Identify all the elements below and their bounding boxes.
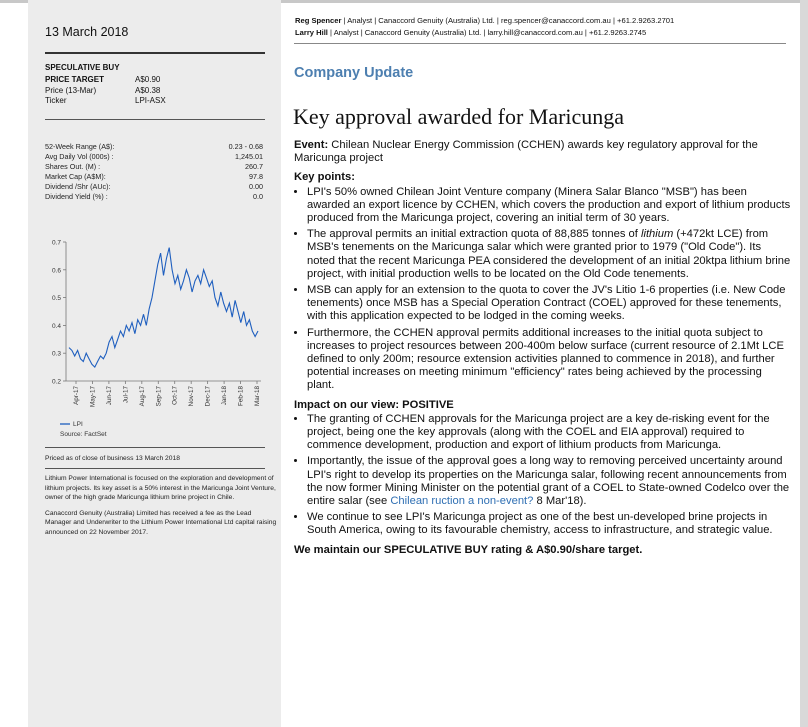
stat-label: Shares Out. (M) : [45, 162, 101, 171]
event-label: Event: [294, 139, 329, 151]
legend-label: LPI [73, 421, 83, 428]
stat-row [45, 152, 263, 162]
y-tick-label: 0.2 [51, 378, 61, 386]
x-tick-label: Jan-18 [221, 386, 229, 406]
key-point: • The approval permits an initial extraction quota of 88,885 tonnes of lithium (+472kt LCE) from MSB's tenements on the Maricunga salar which were granted prior to 1979 ("Old Code"). Its noted that the recent Maricunga PEA considered the development of an initial 20ktpa lithium brine project, with initial production wells to be located on the Old Code tenements. [307, 228, 792, 281]
y-tick-label: 0.3 [51, 350, 61, 358]
page-edge [800, 0, 808, 727]
author-name: Reg Spencer [295, 16, 342, 25]
stat-label: Avg Daily Vol (000s) : [45, 152, 114, 161]
lpi-series-line [69, 248, 258, 368]
report-body [294, 139, 792, 557]
x-tick-label: Sep-17 [155, 386, 163, 407]
company-description-block [45, 474, 277, 544]
x-tick-label: Apr-17 [73, 386, 80, 405]
authors [295, 15, 674, 40]
headline: Key approval awarded for Maricunga [293, 104, 625, 129]
price-target-label: PRICE TARGET [45, 75, 104, 85]
x-tick-label: Jul-17 [122, 386, 130, 404]
key-points-heading: Key points: [294, 171, 355, 184]
stat-label: Market Cap (A$M): [45, 172, 106, 181]
stat-row [45, 142, 263, 152]
stat-value: 97.8 [249, 172, 263, 181]
report-link[interactable]: Chilean ruction a non-event? [390, 495, 534, 508]
key-point: • LPI's 50% owned Chilean Joint Venture company (Minera Salar Blanco "MSB") has been awarded an export licence by CCHEN, which covers the production and export of lithium products produced from the Maricunga project, covering an initial term of 30 years. [307, 186, 792, 226]
impact-heading: Impact on our view: POSITIVE [294, 398, 454, 411]
report-date: 13 March 2018 [45, 25, 129, 39]
author-details: | Analyst | Canaccord Genuity (Australia) Ltd. | reg.spencer@canaccord.com.au | +61.2.9263.2701 [341, 16, 675, 25]
stat-row [45, 162, 263, 172]
ticker-value: LPI-ASX [135, 96, 166, 106]
impact-point: • Importantly, the issue of the approval goes a long way to removing perceived uncertainty around LPI's right to develop its properties on the Maricunga salar, following recent announcements from the now former Mining Minister on the potential grant of a COEL to State-owned Codelco over the entire salar (see Chilean ruction a non-event? 8 Mar'18). [307, 455, 792, 508]
sidebar-rule [45, 52, 265, 54]
ticker-label: Ticker [45, 96, 67, 106]
price-chart [33, 234, 273, 438]
stat-label: Dividend Yield (%) : [45, 192, 108, 201]
price-chart-svg [33, 234, 273, 438]
impact-point: • We continue to see LPI's Maricunga project as one of the best un-developed brine projects in South America, owing to its favourable chemistry, access to infrastructure, and strategic value. [307, 511, 792, 537]
key-points-list [294, 186, 792, 393]
sidebar-rule [45, 468, 265, 469]
stat-value: 260.7 [245, 162, 263, 171]
stat-label: Dividend /Shr (AUc): [45, 182, 111, 191]
stat-value: 0.23 - 0.68 [228, 142, 263, 151]
y-tick-label: 0.4 [51, 322, 61, 330]
key-point: • Furthermore, the CCHEN approval permits additional increases to the initial quota subject to increases to project resources between 200-400m below surface (current resource of 2.1Mt LCE defined to only 200m; resource extension activities planned to commence in 2018), and further potential increases on meeting minimum "efficiency" rates being achieved by the processing plant. [307, 327, 792, 393]
x-tick-label: Nov-17 [188, 386, 196, 407]
y-tick-label: 0.7 [51, 239, 61, 247]
section-label: Company Update [294, 65, 414, 81]
stat-value: 0.00 [249, 182, 263, 191]
price-target-value: A$0.90 [135, 75, 161, 85]
priced-note: Priced as of close of business 13 March 2018 [45, 455, 180, 462]
x-tick-label: Dec-17 [204, 386, 212, 407]
price-value: A$0.38 [135, 85, 161, 95]
event-text: Chilean Nuclear Energy Commission (CCHEN) awards key regulatory approval for the Maricunga project [294, 139, 758, 165]
disclosure: Canaccord Genuity (Australia) Limited has received a fee as the Lead Manager and Underwriter to the Lithium Power International Ltd capital raising announced on 22 November 2017. [45, 509, 277, 536]
impact-point: • The granting of CCHEN approvals for the Maricunga project are a key de-risking event for the project, being one the key approvals (along with the COEL and EIA approval) required to commence development, production and export of lithium products from Maricunga. [307, 413, 792, 453]
event-paragraph [294, 139, 792, 165]
header-rule [294, 43, 786, 44]
conclusion: We maintain our SPECULATIVE BUY rating & A$0.90/share target. [294, 543, 643, 556]
y-tick-label: 0.6 [51, 267, 61, 275]
author-details: | Analyst | Canaccord Genuity (Australia) Ltd. | larry.hill@canaccord.com.au | +61.2.9263.2745 [327, 28, 647, 38]
author-name: Larry Hill [295, 28, 328, 38]
rating: SPECULATIVE BUY [45, 63, 120, 72]
stats-table [45, 142, 263, 202]
stat-row [45, 182, 263, 192]
key-point: • MSB can apply for an extension to the quota to cover the JV's Litio 1-6 properties (i.e. New Code tenements) once MSB has a Special Operation Contract (COEL) approved for these tenements, with this application expected to be lodged in the coming weeks. [307, 284, 792, 324]
sidebar-rule [45, 447, 265, 448]
author-line [295, 27, 674, 39]
impact-list [294, 413, 792, 538]
stat-row [45, 192, 263, 202]
x-tick-label: Feb-18 [237, 386, 245, 406]
stat-value: 1,245.01 [235, 152, 263, 161]
stat-label: 52-Week Range (A$): [45, 142, 115, 151]
price-label: Price (13-Mar) [45, 85, 97, 95]
rating-block [45, 63, 265, 107]
x-tick-label: Jun-17 [105, 386, 113, 406]
x-tick-label: Aug-17 [138, 386, 146, 407]
stat-row [45, 172, 263, 182]
x-tick-label: Mar-18 [254, 386, 261, 406]
company-description: Lithium Power International is focused on the exploration and development of lithium projects. Its key asset is a 50% interest in the Maricunga Joint Venture, owner of the high grade Maricunga lithium brine project in Chile. [45, 475, 276, 502]
chart-source: Source: FactSet [60, 431, 107, 438]
author-line [295, 15, 674, 27]
stat-value: 0.0 [253, 192, 263, 201]
sidebar-rule [45, 119, 265, 120]
y-tick-label: 0.5 [51, 295, 61, 303]
x-tick-label: May-17 [89, 386, 97, 407]
x-tick-label: Oct-17 [171, 386, 179, 405]
